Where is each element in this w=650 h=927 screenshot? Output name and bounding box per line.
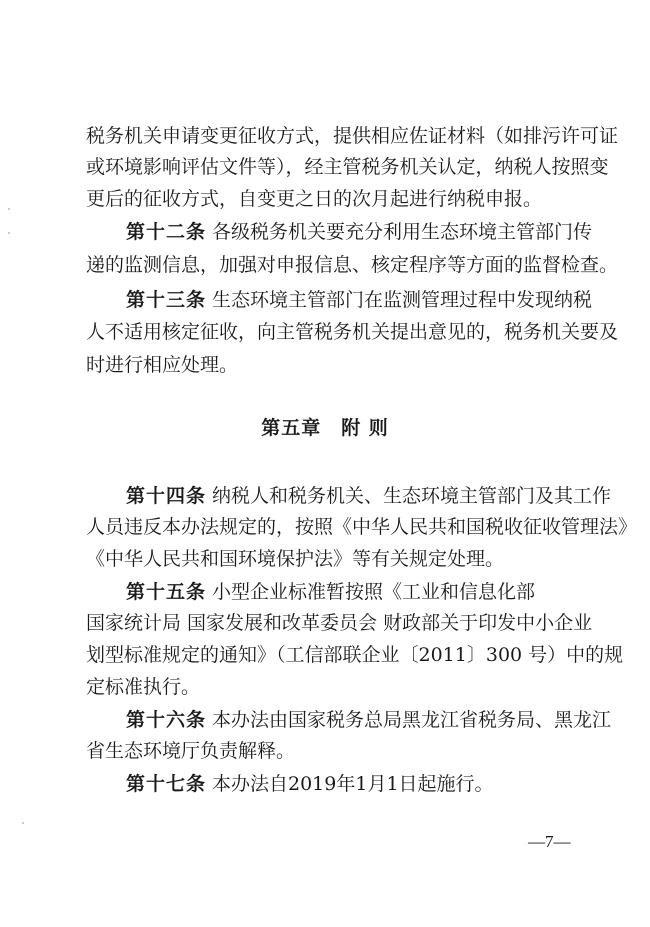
body-text: 定标准执行。 — [86, 676, 201, 698]
page-number: —7— — [528, 832, 571, 851]
article-label: 第十三条 — [126, 289, 207, 311]
scan-speck — [8, 208, 10, 210]
body-text: 小型企业标准暂按照《工业和信息化部 — [212, 581, 536, 603]
body-text: 生态环境主管部门在监测管理过程中发现纳税 — [212, 289, 593, 311]
body-text: 纳税人和税务机关、生态环境主管部门及其工作 — [212, 485, 612, 507]
scan-speck — [8, 232, 10, 234]
body-text: 递的监测信息，加强对申报信息、核定程序等方面的监督检查。 — [86, 254, 619, 276]
article-label: 第十七条 — [126, 773, 207, 795]
body-text: 人员违反本办法规定的，按照《中华人民共和国税收征收管理法》 — [86, 516, 638, 538]
body-text: 或环境影响评估文件等），经主管税务机关认定，纳税人按照变 — [86, 156, 609, 178]
article-label: 第十五条 — [126, 581, 207, 603]
body-text: 税务机关申请变更征收方式，提供相应佐证材料（如排污许可证 — [86, 125, 619, 147]
body-text: 时进行相应处理。 — [86, 354, 239, 376]
body-text: 本办法由国家税务总局黑龙江省税务局、黑龙江 — [212, 709, 612, 731]
body-text: 各级税务机关要充分利用生态环境主管部门传 — [212, 221, 593, 243]
chapter-title: 第五章 附 则 — [261, 417, 389, 439]
body-text: 本办法自2019年1月1日起施行。 — [212, 773, 494, 795]
body-text: 《中华人民共和国环境保护法》等有关规定处理。 — [86, 548, 505, 570]
body-text: 人不适用核定征收，向主管税务机关提出意见的，税务机关要及 — [86, 321, 619, 343]
scan-speck — [22, 822, 24, 824]
body-text: 省生态环境厅负责解释。 — [86, 740, 296, 762]
body-text: 更后的征收方式，自变更之日的次月起进行纳税申报。 — [86, 188, 543, 210]
body-text: 国家统计局 国家发展和改革委员会 财政部关于印发中小企业 — [86, 612, 593, 634]
article-label: 第十六条 — [126, 709, 207, 731]
body-text: 划型标准规定的通知》（工信部联企业〔2011〕300 号）中的规 — [86, 644, 624, 666]
article-label: 第十四条 — [126, 485, 207, 507]
article-label: 第十二条 — [126, 221, 207, 243]
